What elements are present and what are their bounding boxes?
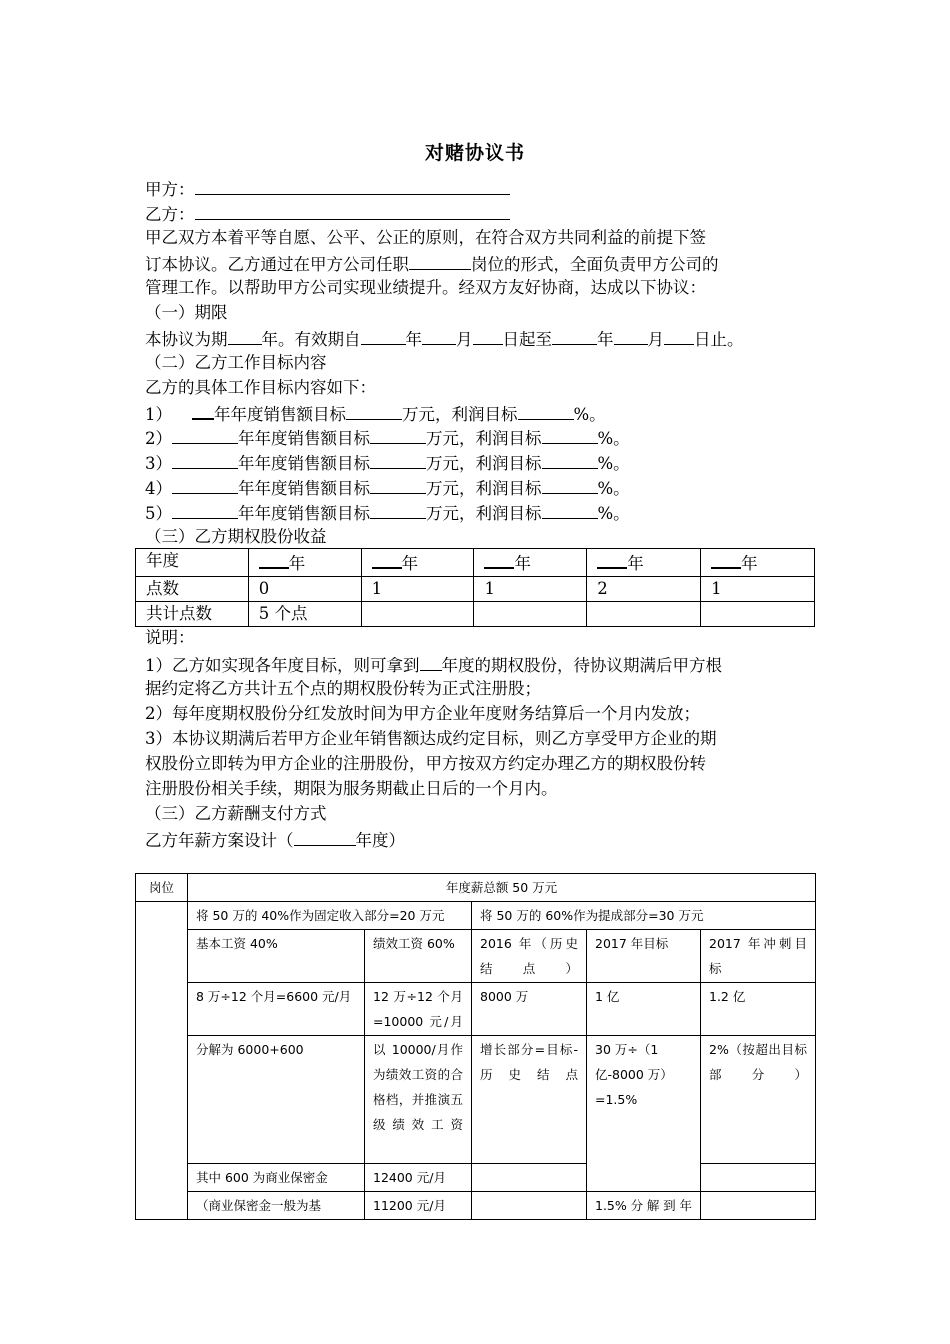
sales-blank <box>370 450 426 469</box>
sales-blank <box>370 500 426 519</box>
term-blank <box>552 326 597 345</box>
table-cell: 2 <box>587 577 701 602</box>
item-text: 年年度销售额目标 <box>238 429 370 448</box>
target-item <box>145 425 630 451</box>
table-cell: 12 万÷12 个月=10000 元/月 <box>365 983 472 1036</box>
salary-table <box>135 873 816 1220</box>
table-cell: 2016 年（历史结点） <box>472 930 587 983</box>
target-item <box>145 400 606 427</box>
term-text: 年 <box>597 330 614 349</box>
year-blank <box>294 827 356 846</box>
table-cell <box>701 1192 816 1220</box>
item-num: 1） <box>145 405 172 424</box>
equity-table <box>135 548 815 627</box>
table-cell: 以 10000/月作为绩效工资的合格档，并推演五级绩效工资 <box>365 1036 472 1164</box>
table-cell: 2%（按超出目标部分） <box>701 1036 816 1164</box>
party-a-blank <box>195 176 510 195</box>
table-cell <box>701 1164 816 1192</box>
design-text: 年度） <box>355 831 405 850</box>
section-4-heading: （三）乙方薪酬支付方式 <box>145 804 327 823</box>
profit-blank <box>518 401 574 420</box>
position-blank <box>409 251 471 270</box>
term-blank <box>614 326 648 345</box>
item-num: 5） <box>145 504 172 523</box>
term-blank <box>664 326 694 345</box>
table-cell: 0 <box>248 577 361 602</box>
table-cell: （商业保密金一般为基 <box>188 1192 365 1220</box>
term-text: 本协议为期 <box>145 330 228 349</box>
term-blank <box>228 326 262 345</box>
item-text: %。 <box>597 454 630 473</box>
table-row <box>136 602 815 627</box>
note-line: 注册股份相关手续，期限为服务期截止日后的一个月内。 <box>145 779 558 798</box>
item-text: %。 <box>597 429 630 448</box>
table-cell: 年 <box>587 549 701 577</box>
item-text: 年年度销售额目标 <box>238 504 370 523</box>
item-text: %。 <box>597 504 630 523</box>
target-item <box>145 475 630 501</box>
section-1-heading: （一）期限 <box>145 303 228 322</box>
note-line: 权股份立即转为甲方企业的注册股份，甲方按双方约定办理乙方的期权股份转 <box>145 754 706 773</box>
intro-text: 订本协议。乙方通过在甲方公司任职 <box>145 255 409 274</box>
note-line: 据约定将乙方共计五个点的期权股份转为正式注册股； <box>145 679 541 698</box>
table-cell <box>472 1164 587 1192</box>
item-text: %。 <box>573 405 606 424</box>
profit-blank <box>542 475 598 494</box>
table-cell <box>587 602 701 627</box>
section-2-heading: （二）乙方工作目标内容 <box>145 353 327 372</box>
table-cell: 2017 年目标 <box>587 930 701 983</box>
intro-line-3: 管理工作。以帮助甲方公司实现业绩提升。经双方友好协商，达成以下协议： <box>145 278 706 297</box>
table-cell: 12400 元/月 <box>365 1164 472 1192</box>
table-cell: 1.5%分解到年 <box>587 1192 701 1220</box>
table-row <box>136 1192 816 1220</box>
table-cell: 绩效工资 60% <box>365 930 472 983</box>
design-text: 乙方年薪方案设计（ <box>145 831 294 850</box>
term-blank <box>422 326 456 345</box>
table-cell: 30 万÷（1 亿-8000 万）=1.5% <box>587 1036 701 1192</box>
term-text: 年。有效期自 <box>261 330 361 349</box>
year-blank <box>172 425 238 444</box>
party-b-line <box>145 201 510 227</box>
item-text: 年年度销售额目标 <box>238 454 370 473</box>
table-cell <box>701 602 815 627</box>
table-cell: 1 <box>474 577 587 602</box>
year-blank <box>172 500 238 519</box>
table-cell: 将 50 万的 40%作为固定收入部分=20 万元 <box>188 902 472 930</box>
section-2-lead: 乙方的具体工作目标内容如下： <box>145 378 376 397</box>
note-text: 年度的期权股份，待协议期满后甲方根 <box>441 656 722 675</box>
table-cell: 1 <box>701 577 815 602</box>
target-item <box>145 500 630 526</box>
profit-blank <box>542 500 598 519</box>
page-title: 对赌协议书 <box>424 142 525 164</box>
party-a-label: 甲方： <box>145 180 195 199</box>
table-cell: 将 50 万的 60%作为提成部分=30 万元 <box>472 902 816 930</box>
year-blank <box>172 475 238 494</box>
table-cell: 基本工资 40% <box>188 930 365 983</box>
term-text: 月 <box>647 330 664 349</box>
term-line <box>145 326 744 352</box>
term-blank <box>361 326 406 345</box>
table-cell: 年 <box>701 549 815 577</box>
table-cell: 1.2 亿 <box>701 983 816 1036</box>
table-cell: 分解为 6000+600 <box>188 1036 365 1164</box>
profit-blank <box>542 425 598 444</box>
year-blank <box>192 400 214 420</box>
item-text: 万元，利润目标 <box>426 429 542 448</box>
section-3-heading: （三）乙方期权股份收益 <box>145 527 327 546</box>
item-text: 万元，利润目标 <box>426 479 542 498</box>
sales-blank <box>370 475 426 494</box>
table-cell <box>361 602 474 627</box>
intro-text: 岗位的形式，全面负责甲方公司的 <box>471 255 719 274</box>
table-cell: 8 万÷12 个月=6600 元/月 <box>188 983 365 1036</box>
table-cell <box>472 1192 587 1220</box>
salary-design-line <box>145 827 405 853</box>
table-row <box>136 902 816 930</box>
table-row <box>136 1036 816 1164</box>
sales-blank <box>370 425 426 444</box>
table-row <box>136 549 815 577</box>
table-cell: 年 <box>248 549 361 577</box>
table-cell <box>136 902 188 1220</box>
party-a-line <box>145 176 510 202</box>
year-blank <box>420 652 442 671</box>
party-b-blank <box>195 201 510 220</box>
table-cell: 年 <box>361 549 474 577</box>
term-blank <box>473 326 503 345</box>
table-cell: 11200 元/月 <box>365 1192 472 1220</box>
table-cell: 1 <box>361 577 474 602</box>
table-cell: 1 亿 <box>587 983 701 1036</box>
item-num: 2） <box>145 429 172 448</box>
item-text: 年年度销售额目标 <box>214 405 346 424</box>
party-b-label: 乙方： <box>145 205 195 224</box>
note-line <box>145 652 722 678</box>
table-row <box>136 1164 816 1192</box>
table-cell: 增长部分=目标-历史结点 <box>472 1036 587 1164</box>
table-row <box>136 930 816 983</box>
item-num: 3） <box>145 454 172 473</box>
year-blank <box>172 450 238 469</box>
term-text: 日止。 <box>694 330 744 349</box>
term-text: 月 <box>456 330 473 349</box>
table-cell: 年度 <box>136 549 249 577</box>
item-text: %。 <box>597 479 630 498</box>
table-cell: 其中 600 为商业保密金 <box>188 1164 365 1192</box>
table-row <box>136 983 816 1036</box>
intro-line-2 <box>145 251 719 277</box>
note-text: 1）乙方如实现各年度目标，则可拿到 <box>145 656 420 675</box>
item-text: 万元，利润目标 <box>402 405 518 424</box>
table-cell: 共计点数 <box>136 602 249 627</box>
term-text: 年 <box>405 330 422 349</box>
target-item <box>145 450 630 476</box>
notes-heading: 说明： <box>145 628 195 647</box>
table-row <box>136 577 815 602</box>
table-row <box>136 874 816 902</box>
table-cell: 5 个点 <box>248 602 361 627</box>
item-text: 年年度销售额目标 <box>238 479 370 498</box>
item-num: 4） <box>145 479 172 498</box>
table-cell: 岗位 <box>136 874 188 902</box>
table-cell: 8000 万 <box>472 983 587 1036</box>
item-text: 万元，利润目标 <box>426 504 542 523</box>
table-cell <box>474 602 587 627</box>
profit-blank <box>542 450 598 469</box>
table-cell: 2017 年冲刺目标 <box>701 930 816 983</box>
item-text: 万元，利润目标 <box>426 454 542 473</box>
intro-line-1: 甲乙双方本着平等自愿、公平、公正的原则，在符合双方共同利益的前提下签 <box>145 228 706 247</box>
table-cell: 点数 <box>136 577 249 602</box>
table-cell: 年度薪总额 50 万元 <box>188 874 816 902</box>
sales-blank <box>346 401 402 420</box>
term-text: 日起至 <box>502 330 552 349</box>
note-line: 3）本协议期满后若甲方企业年销售额达成约定目标，则乙方享受甲方企业的期 <box>145 729 717 748</box>
table-cell: 年 <box>474 549 587 577</box>
note-line: 2）每年度期权股份分红发放时间为甲方企业年度财务结算后一个月内发放； <box>145 704 700 723</box>
